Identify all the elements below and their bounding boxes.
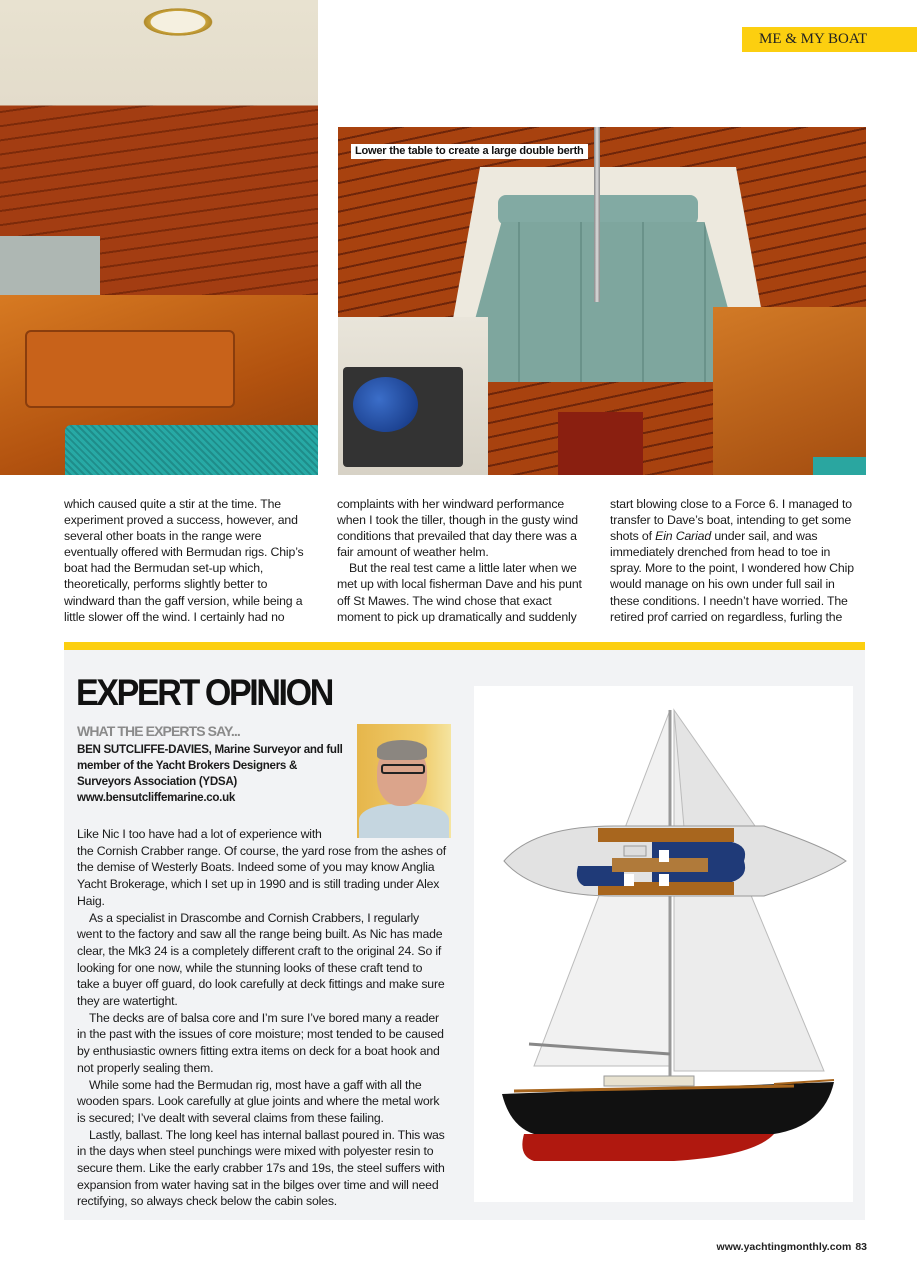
article-column-1 [64, 496, 314, 625]
page-footer [713, 1241, 867, 1253]
paragraph: But the real test came a little later when we met up with local fisherman Dave and his punt off St Mawes. The wind chose that exact moment to pick up dramatically and suddenly [337, 561, 582, 624]
coachroof [604, 1076, 694, 1086]
paragraph [610, 496, 860, 625]
portrait-wrap-spacer [337, 826, 447, 838]
text: under sail, and was immediately drenched from head to toe in spray. More to the point, I wondered how Chip would manage on his own under full sail in these conditions. I needn’t have worried. The retired prof carried on regardless, furling the [610, 529, 854, 624]
chart-table [713, 307, 866, 475]
expert-kicker: WHAT THE EXPERTS SAY... [77, 723, 240, 739]
double-berth [458, 222, 748, 382]
article-column-2 [337, 496, 587, 625]
photo-caption [351, 144, 588, 159]
expert-portrait [357, 724, 451, 838]
paragraph: Lastly, ballast. The long keel has internal ballast poured in. This was in the days when steel punchings were mixed with polyester resin to secure them. Like the early crabber 17s and 19s, the steel suffers with expansion from water having sat in the bilges over time and will need rectifying, so always check below the cabin soles. [77, 1127, 445, 1209]
article-column-3 [610, 496, 860, 625]
non-slip-mat [65, 425, 318, 475]
cushion [0, 236, 100, 296]
stove-icon [624, 846, 646, 856]
caption-text: Lower the table to create a large double berth [355, 145, 584, 157]
hatch [624, 874, 634, 886]
hatch [659, 850, 669, 862]
glasses [381, 764, 425, 774]
paragraph: Like Nic I too have had a lot of experience with the Cornish Crabber range. Of course, the yard rose from the ashes of the demise of Westerly Boats. Indeed some of you may know Anglia Yacht Brokerage, which I set up in 1990 and is still trading under Alex Haig. [77, 827, 446, 908]
expert-body [77, 826, 447, 1210]
expert-heading: EXPERT OPINION [76, 672, 332, 713]
mast-post [594, 127, 600, 302]
paragraph: The decks are of balsa core and I’m sure I’ve bored many a reader in the past with the issues of core moisture; most tended to be caused by enthusiastic owners fitting extra items on deck for a boat hook and not properly sealing them. [77, 1010, 444, 1075]
cabin-interior-photo-left [0, 0, 318, 475]
expert-bio [77, 742, 347, 806]
page-number: 83 [855, 1241, 867, 1253]
bio-text: BEN SUTCLIFFE-DAVIES, Marine Surveyor and full member of the Yacht Brokers Designers & Surveyors Association (YDSA) [77, 743, 343, 788]
paragraph: As a specialist in Drascombe and Cornish Crabbers, I regularly went to the factory and saw all the range being built. As Nic has made clear, the Mk3 24 is a completely different craft to the original 24. So if looking for one now, while the stunning looks of these craft tend to take a buyer off guard, do look carefully at deck fittings and make sure they are watertight. [77, 910, 445, 1009]
hair [377, 740, 427, 760]
paragraph: which caused quite a stir at the time. The experiment proved a success, however, and several other boats in the range were eventually offered with Bermudan rigs. Chip’s boat had the Bermudan set-up which, theoretically, performs slightly better to windward than the gaff version, while being a little slower off the wind. I certainly had no [64, 497, 304, 624]
section-tag: ME & MY BOAT [742, 27, 917, 52]
counter-lid [25, 330, 235, 408]
footer-website[interactable]: www.yachtingmonthly.com [716, 1241, 852, 1253]
mat [813, 457, 866, 475]
paragraph: complaints with her windward performance when I took the tiller, though in the gusty wind conditions that prevailed that day there was a fair amount of weather helm. [337, 497, 578, 560]
boat-drawing-svg [474, 686, 853, 1202]
paragraph: While some had the Bermudan rig, most have a gaff with all the wooden spars. Look carefully at glue joints and where the metal work is secured; I’ve dealt with several claims from these failing. [77, 1077, 440, 1125]
boat-name: Ein Cariad [655, 529, 712, 544]
deck-wood [598, 828, 734, 842]
cabin-berth-photo [338, 127, 866, 475]
kettle [353, 377, 418, 432]
accent-rule [64, 642, 865, 650]
hatch [659, 874, 669, 886]
boat-plan-drawing [474, 686, 853, 1202]
text: start blowing close to a Force 6. I managed to transfer to Dave’s boat, intending to get some shots of [610, 497, 852, 544]
expert-website-link[interactable]: www.bensutcliffemarine.co.uk [77, 791, 236, 804]
keel [522, 1134, 774, 1161]
cabin-sole [558, 412, 643, 475]
